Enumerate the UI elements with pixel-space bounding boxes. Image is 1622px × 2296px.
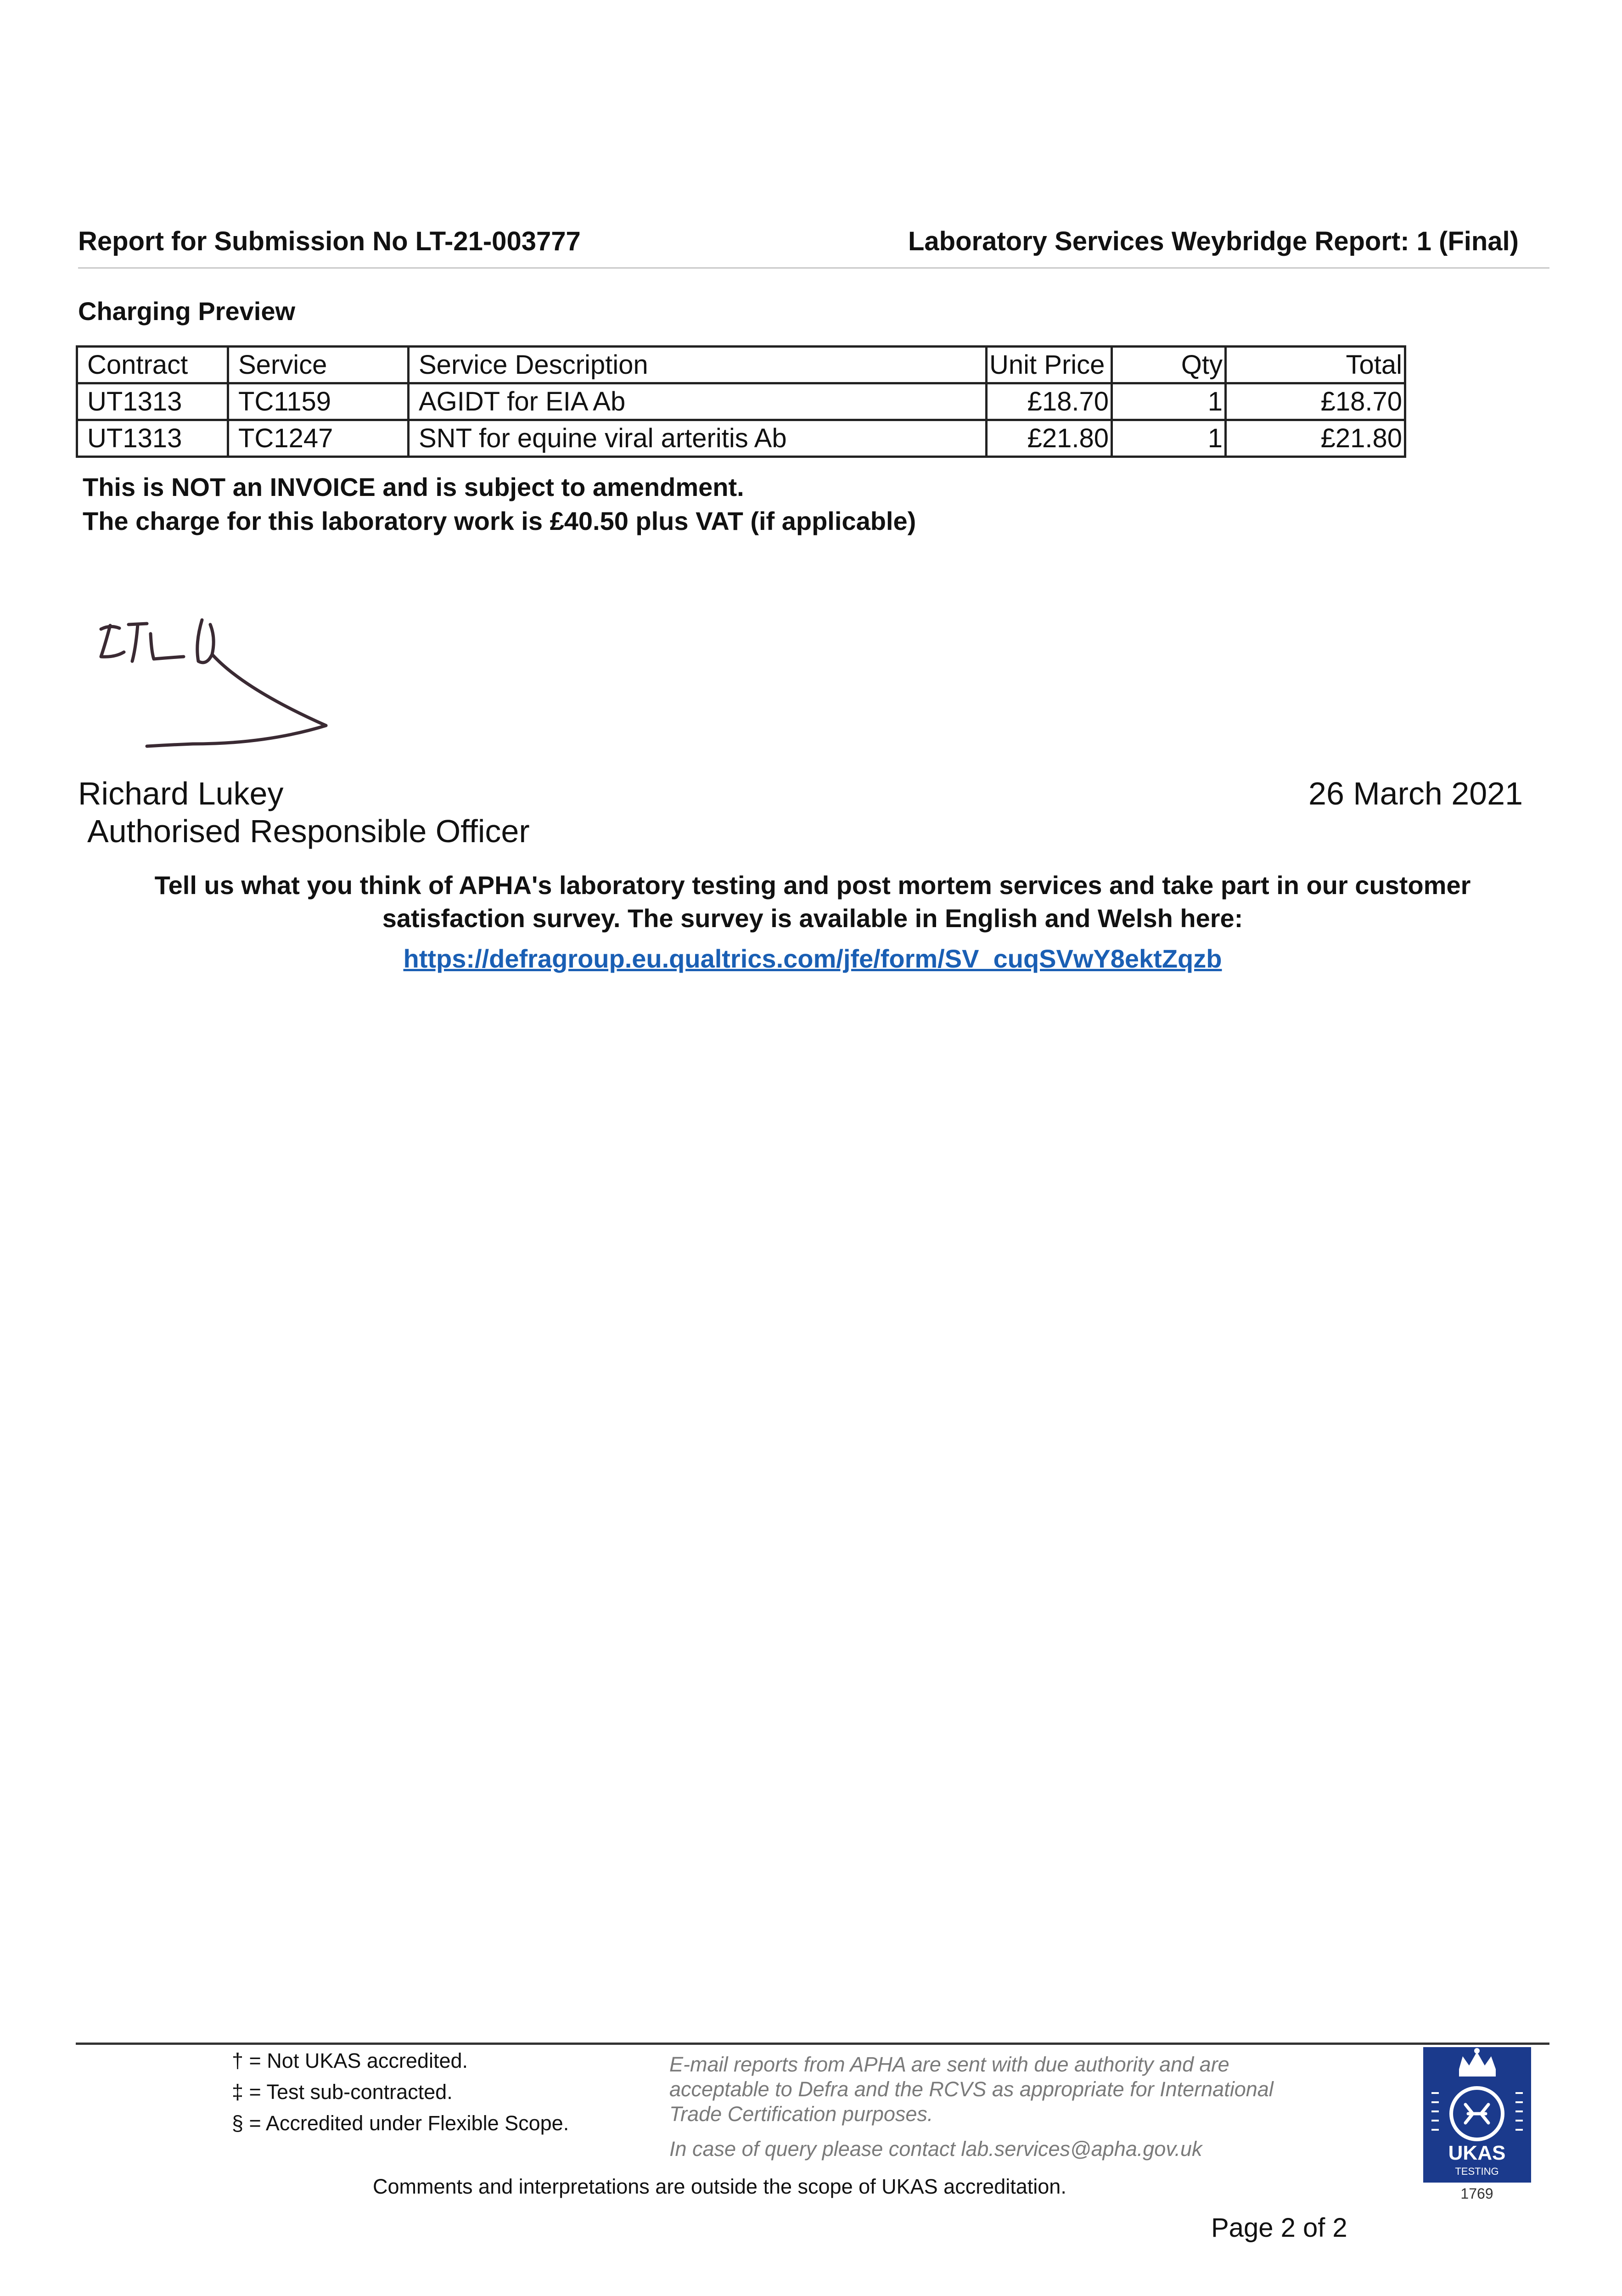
email-note-line: Trade Certification purposes.	[669, 2102, 933, 2126]
header-divider	[78, 267, 1549, 269]
survey-link[interactable]: https://defragroup.eu.qualtrics.com/jfe/form/SV_cuqSVwY8ektZqzb	[403, 944, 1222, 973]
ukas-logo-text: UKAS	[1448, 2142, 1506, 2164]
legend-not-accredited: † = Not UKAS accredited.	[232, 2049, 468, 2072]
legend-subcontracted: ‡ = Test sub-contracted.	[232, 2080, 453, 2104]
cell-qty: 1	[1112, 420, 1226, 457]
charge-total-notice: The charge for this laboratory work is £40.50 plus VAT (if applicable)	[83, 506, 916, 535]
query-contact-note: In case of query please contact lab.services@apha.gov.uk	[669, 2137, 1202, 2161]
cell-qty: 1	[1112, 383, 1226, 420]
page-number: Page 2 of 2	[1211, 2213, 1347, 2243]
cell-unit-price: £21.80	[987, 420, 1112, 457]
table-row	[77, 420, 1405, 457]
report-lab-title: Laboratory Services Weybridge Report: 1 (Final)	[908, 226, 1519, 256]
signer-name: Richard Lukey	[78, 776, 284, 811]
survey-text-line: Tell us what you think of APHA's laboratory testing and post mortem services and take part in our customer	[154, 871, 1471, 900]
col-header-description: Service Description	[409, 347, 987, 383]
email-note-line: E-mail reports from APHA are sent with due authority and are	[669, 2053, 1229, 2076]
survey-link-row	[78, 944, 1547, 974]
ukas-logo-subtext: TESTING	[1455, 2166, 1499, 2177]
cell-unit-price: £18.70	[987, 383, 1112, 420]
cell-contract: UT1313	[77, 420, 228, 457]
cell-description: SNT for equine viral arteritis Ab	[409, 420, 987, 457]
cell-service: TC1247	[228, 420, 409, 457]
signoff-date: 26 March 2021	[1308, 776, 1523, 811]
cell-description: AGIDT for EIA Ab	[409, 383, 987, 420]
footer-divider	[76, 2043, 1549, 2045]
cell-contract: UT1313	[77, 383, 228, 420]
survey-text-line: satisfaction survey. The survey is available in English and Welsh here:	[382, 904, 1243, 933]
table-row	[77, 383, 1405, 420]
col-header-total: Total	[1226, 347, 1405, 383]
signer-role: Authorised Responsible Officer	[87, 813, 530, 849]
charging-table	[76, 345, 1406, 458]
ukas-testing-logo-icon	[1423, 2047, 1531, 2203]
col-header-contract: Contract	[77, 347, 228, 383]
cell-total: £18.70	[1226, 383, 1405, 420]
signature-image	[92, 606, 349, 771]
col-header-qty: Qty	[1112, 347, 1226, 383]
cell-service: TC1159	[228, 383, 409, 420]
survey-invitation	[78, 869, 1547, 935]
col-header-unit-price: Unit Price	[987, 347, 1112, 383]
col-header-service: Service	[228, 347, 409, 383]
email-note-line: acceptable to Defra and the RCVS as appropriate for International	[669, 2077, 1274, 2101]
report-submission-title: Report for Submission No LT-21-003777	[78, 226, 581, 256]
ukas-scope-note: Comments and interpretations are outside the scope of UKAS accreditation.	[373, 2175, 1066, 2198]
table-header-row	[77, 347, 1405, 383]
ukas-logo-number: 1769	[1460, 2185, 1493, 2202]
not-invoice-notice: This is NOT an INVOICE and is subject to amendment.	[83, 473, 744, 501]
legend-flexible-scope: § = Accredited under Flexible Scope.	[232, 2111, 569, 2135]
charging-preview-heading: Charging Preview	[78, 297, 296, 326]
cell-total: £21.80	[1226, 420, 1405, 457]
